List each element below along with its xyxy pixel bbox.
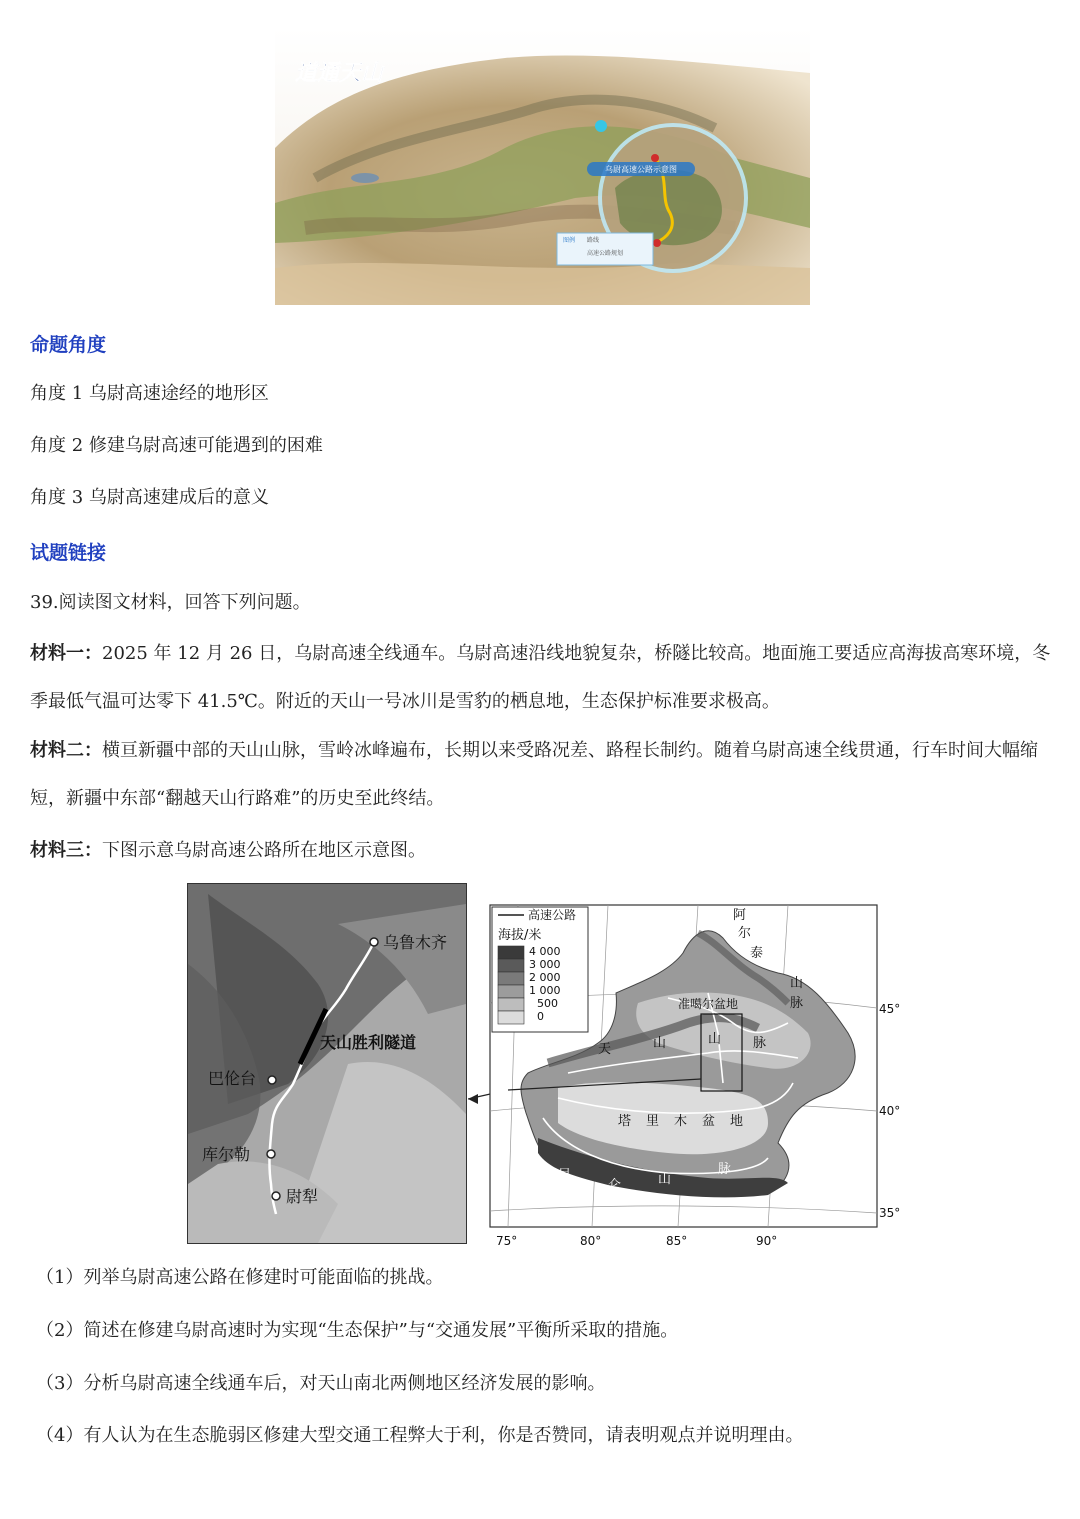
lat-label: 35° (879, 1206, 901, 1220)
tarim-char: 里 (646, 1114, 660, 1129)
legend-level-label: 500 (537, 997, 558, 1010)
question-item-3: （3）分析乌尉高速全线通车后，对天山南北两侧地区经济发展的影响。 (36, 1373, 606, 1394)
kunlun-char: 山 (658, 1172, 672, 1187)
banner-legend-row: 路线 (587, 237, 600, 244)
city-label-urumqi: 乌鲁木齐 (383, 933, 448, 952)
question-item-4: （4）有人认为在生态脆弱区修建大型交通工程弊大于利，你是否赞同，请表明观点并说明理由。 (36, 1425, 804, 1446)
altai-char: 阿 (733, 908, 747, 923)
legend-swatch (498, 959, 524, 972)
material-1-label: 材料一： (30, 643, 102, 664)
tarim-char: 盆 (702, 1114, 716, 1129)
legend-elevation-title: 海拔/米 (498, 928, 542, 943)
legend-level-label: 1 000 (529, 984, 561, 997)
legend-swatch (498, 998, 524, 1011)
legend-level-label: 4 000 (529, 945, 561, 958)
overview-map (468, 883, 908, 1258)
detail-map-panel (187, 883, 467, 1244)
question-item-1: （1）列举乌尉高速公路在修建时可能面临的挑战。 (36, 1267, 444, 1288)
angle-item-2: 角度 2 修建乌尉高速可能遇到的困难 (30, 435, 323, 456)
tunnel-label: 天山胜利隧道 (320, 1033, 417, 1052)
tarim-char: 木 (674, 1114, 688, 1129)
material-1 (30, 630, 1060, 726)
material-3-label: 材料三： (30, 840, 102, 861)
angle-item-3: 角度 3 乌尉高速建成后的意义 (30, 487, 269, 508)
kunlun-char: 昆 (558, 1168, 572, 1183)
material-1-text: 2025 年 12 月 26 日，乌尉高速全线通车。乌尉高速沿线地貌复杂，桥隧比较高。地面施工要适应高海拔高寒环境，冬季最低气温可达零下 41.5℃。附近的天山一号冰川是雪豹的栖息地，生态保护标准要求极高。 (30, 643, 1051, 712)
legend-level-label: 2 000 (529, 971, 561, 984)
tarim-char: 地 (730, 1114, 744, 1129)
tianshan-char: 山 (708, 1032, 722, 1047)
tianshan-char: 天 (598, 1042, 612, 1057)
lon-label: 90° (756, 1234, 778, 1248)
tarim-char: 塔 (618, 1114, 632, 1129)
question-item-2: （2）简述在修建乌尉高速时为实现“生态保护”与“交通发展”平衡所采取的措施。 (36, 1320, 679, 1341)
altai-char: 尔 (738, 926, 752, 941)
question-intro: 39.阅读图文材料，回答下列问题。 (30, 592, 311, 613)
altai-char: 脉 (790, 996, 804, 1011)
legend-level-label: 0 (537, 1010, 544, 1023)
legend-swatch (498, 946, 524, 959)
material-2 (30, 727, 1060, 823)
material-2-text: 横亘新疆中部的天山山脉，雪岭冰峰遍布，长期以来受路况差、路程长制约。随着乌尉高速全线贯通，行车时间大幅缩短，新疆中东部“翻越天山行路难”的历史至此终结。 (30, 740, 1038, 809)
legend-highway-label: 高速公路 (528, 908, 577, 922)
kunlun-char: 脉 (718, 1162, 732, 1177)
lon-label: 75° (496, 1234, 518, 1248)
banner-legend-row: 高速公路规划 (587, 250, 624, 257)
material-2-label: 材料二： (30, 740, 102, 761)
altai-char: 山 (790, 976, 804, 991)
section-heading-question-link: 试题链接 (30, 542, 107, 564)
material-3-text: 下图示意乌尉高速公路所在地区示意图。 (102, 840, 426, 861)
lat-label: 45° (879, 1002, 901, 1016)
section-heading-angles: 命题角度 (30, 334, 107, 356)
material-3 (30, 839, 426, 863)
angle-item-1: 角度 1 乌尉高速途经的地形区 (30, 383, 269, 404)
legend-swatch (498, 972, 524, 985)
legend-level-label: 3 000 (529, 958, 561, 971)
lat-label: 40° (879, 1104, 901, 1118)
kunlun-char: 仑 (608, 1178, 622, 1193)
banner-callout-label: 乌尉高速公路示意图 (605, 165, 677, 174)
city-label-baluntai: 巴伦台 (208, 1069, 257, 1088)
tianshan-char: 山 (653, 1036, 667, 1051)
city-label-korla: 库尔勒 (202, 1145, 251, 1164)
banner-map-illustration (275, 28, 810, 305)
legend-swatch (498, 1011, 524, 1024)
legend-swatch (498, 985, 524, 998)
lon-label: 85° (666, 1234, 688, 1248)
altai-char: 泰 (750, 946, 764, 961)
city-label-yuli: 尉犁 (286, 1187, 319, 1206)
banner-legend-key: 图例 (563, 237, 576, 244)
legend-swatches (498, 946, 524, 1024)
basin-label-junggar: 准噶尔盆地 (678, 997, 739, 1011)
banner-logo-text: 道通天山 (295, 61, 384, 86)
lon-label: 80° (580, 1234, 602, 1248)
tianshan-char: 脉 (753, 1036, 767, 1051)
